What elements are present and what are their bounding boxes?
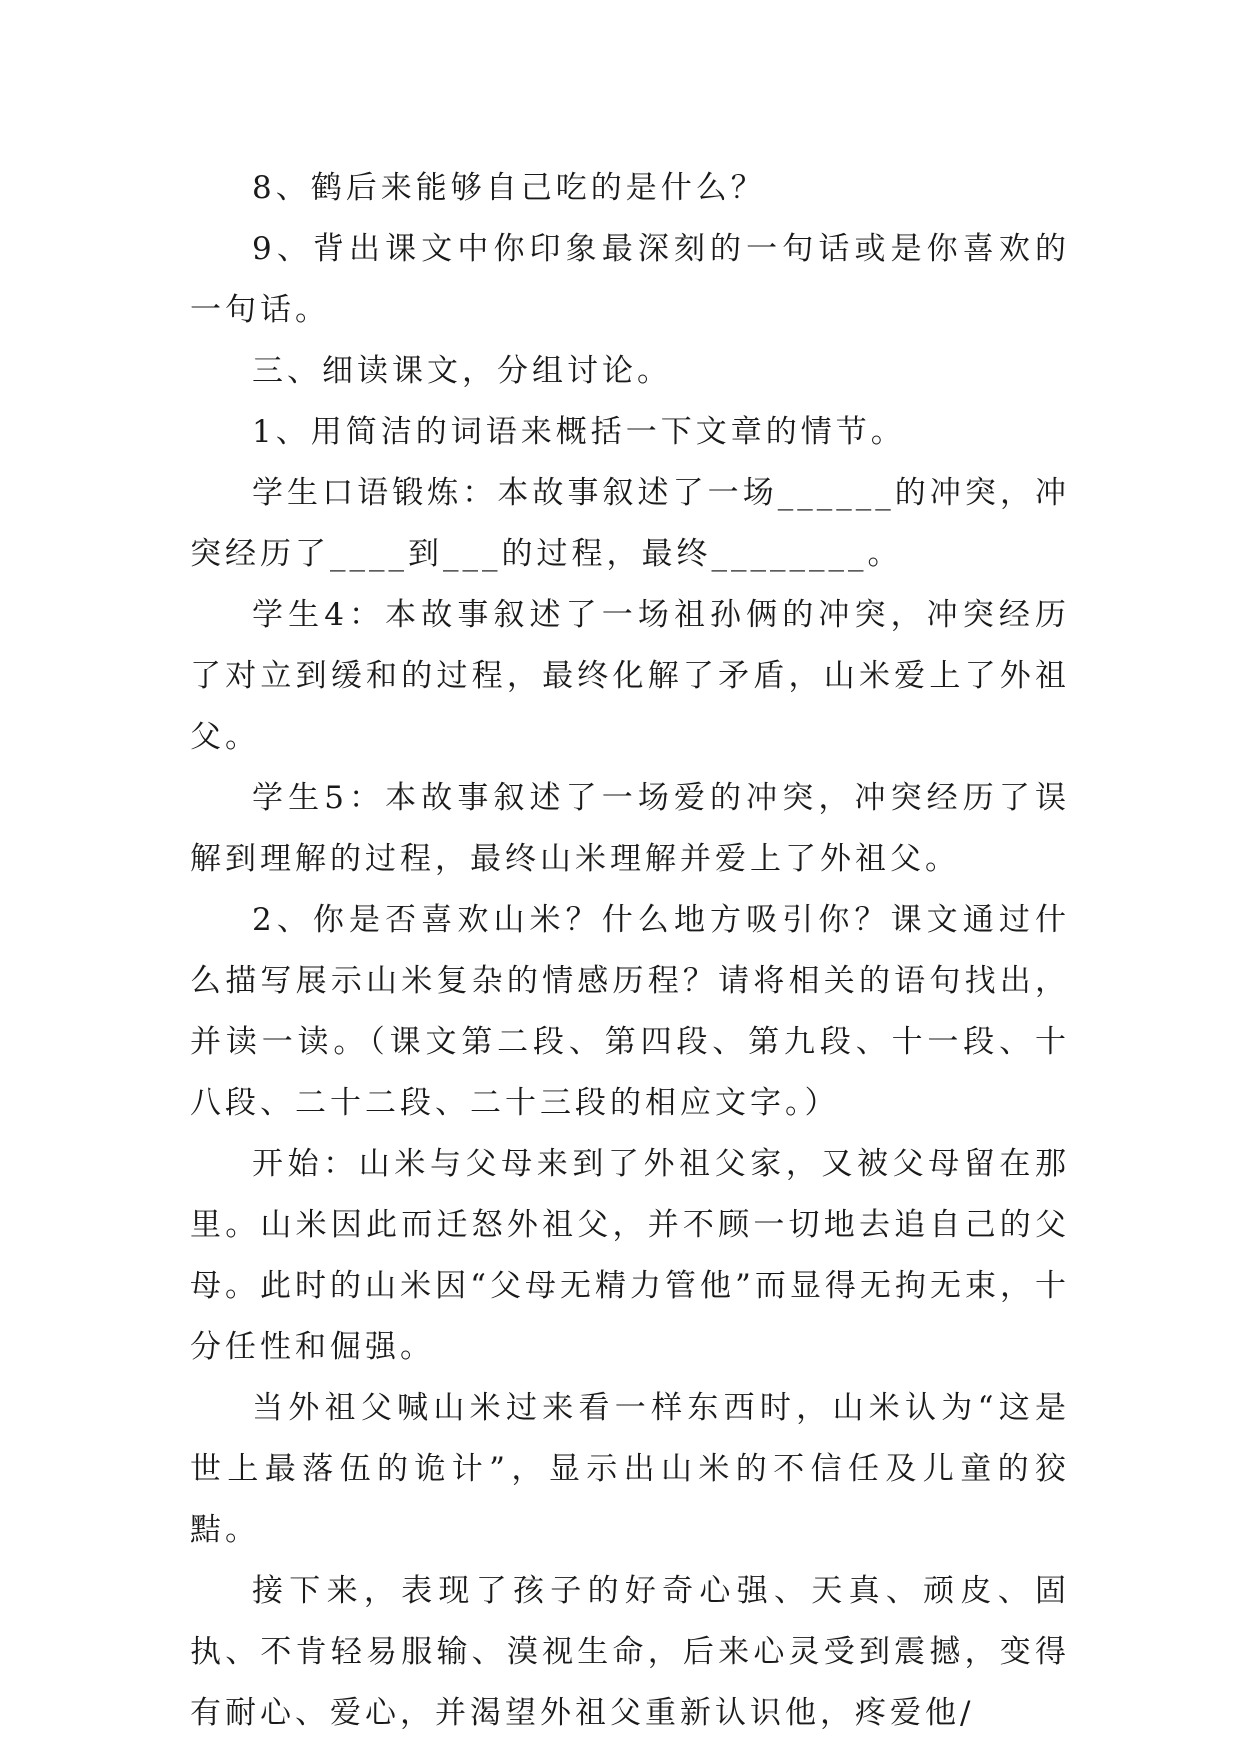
- document-body: [190, 158, 1070, 1744]
- paragraph-beginning: 开始：山米与父母来到了外祖父家，又被父母留在那里。山米因此而迁怒外祖父，并不顾一切地去追自己的父母。此时的山米因“父母无精力管他”而显得无拘无束，十分任性和倔强。: [190, 1146, 1070, 1365]
- paragraph-grandfather-call: 当外祖父喊山米过来看一样东西时，山米认为“这是世上最落伍的诡计”，显示出山米的不信任及儿童的狡黠。: [190, 1390, 1070, 1548]
- paragraph-question-8: 8、鹤后来能够自己吃的是什么？: [252, 170, 766, 206]
- paragraph-next: 接下来，表现了孩子的好奇心强、天真、顽皮、固执、不肯轻易服输、漠视生命，后来心灵受到震撼，变得有耐心、爱心，并渴望外祖父重新认识他，疼爱他/: [190, 1573, 1070, 1731]
- paragraph-oral-practice: 学生口语锻炼：本故事叙述了一场______的冲突，冲突经历了____到___的过程，最终________。: [190, 475, 1070, 572]
- paragraph-student-5: 学生5：本故事叙述了一场爱的冲突，冲突经历了误解到理解的过程，最终山米理解并爱上了外祖父。: [190, 780, 1070, 877]
- paragraph-task-1: 1、用简洁的词语来概括一下文章的情节。: [252, 414, 906, 450]
- section-heading-3: 三、细读课文，分组讨论。: [252, 353, 672, 389]
- paragraph-student-4: 学生4：本故事叙述了一场祖孙俩的冲突，冲突经历了对立到缓和的过程，最终化解了矛盾，山米爱上了外祖父。: [190, 597, 1070, 755]
- paragraph-question-9: 9、背出课文中你印象最深刻的一句话或是你喜欢的一句话。: [190, 231, 1070, 328]
- paragraph-task-2: 2、你是否喜欢山米？什么地方吸引你？课文通过什么描写展示山米复杂的情感历程？请将相关的语句找出，并读一读。（课文第二段、第四段、第九段、十一段、十八段、二十二段、二十三段的相应文字。）: [190, 902, 1070, 1121]
